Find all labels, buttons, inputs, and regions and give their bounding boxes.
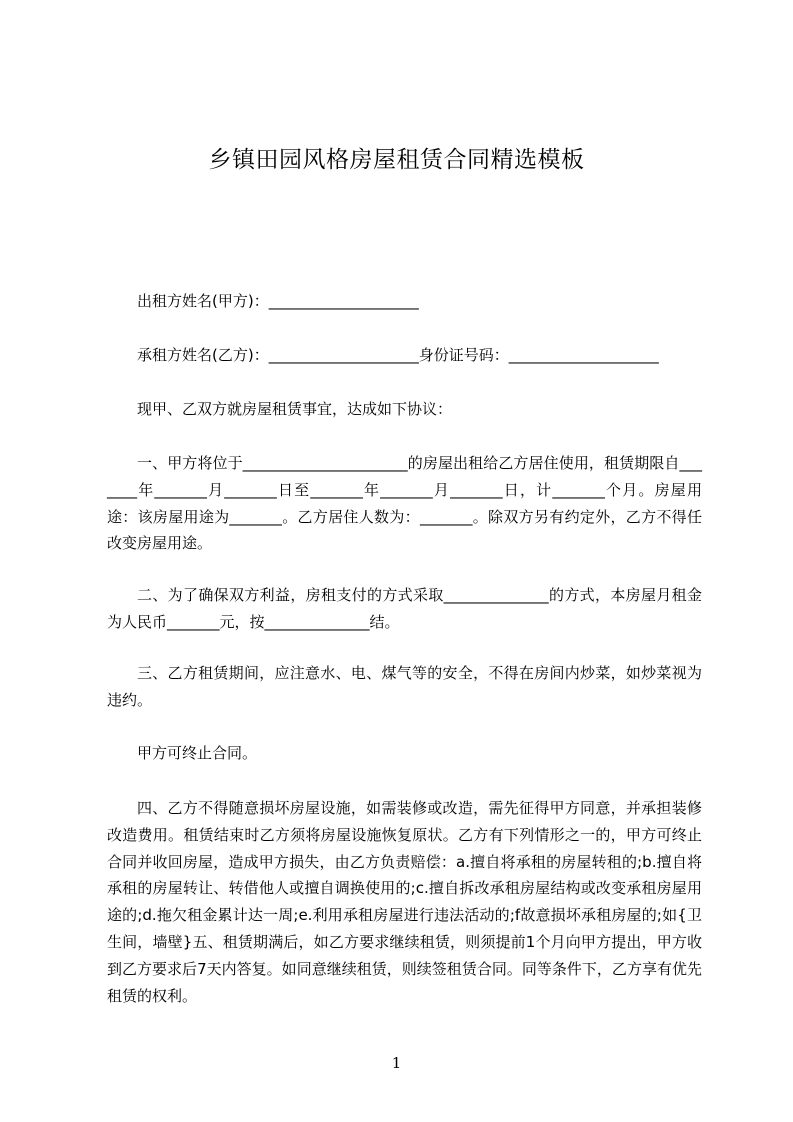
clause-4-paragraph: 四、乙方不得随意损坏房屋设施，如需装修或改造，需先征得甲方同意，并承担装修改造费用。租赁结束时乙方须将房屋设施恢复原状。乙方有下列情形之一的，甲方可终止合同并收回房屋，造成甲方损失，由乙方负责赔偿：a.擅自将承租的房屋转租的;b.擅自将承租的房屋转让、转借他人或擅自调换使用的;c.擅自拆改承租房屋结构或改变承租房屋用途的;d.拖欠租金累计达一周;e.利用承租房屋进行违法活动的;f故意损坏承租房屋的;如{卫生间，墙壁}五、租赁期满后，如乙方要求继续租赁，则须提前1个月向甲方提出，甲方收到乙方要求后7天内答复。如同意继续租赁，则续签租赁合同。同等条件下，乙方享有优先租赁的权利。 bbox=[107, 799, 702, 1005]
clause-1-paragraph: 一、甲方将位于______________________的房屋出租给乙方居住使用，租赁期限自_______年_______月_______日至_______年_______月_______日，计_______个月。房屋用途：该房屋用途为_______。乙方居住人数为：_______。除双方另有约定外，乙方不得任改变房屋用途。 bbox=[107, 454, 702, 553]
page-number: 1 bbox=[391, 1054, 402, 1072]
document-title: 乡镇田园风格房屋租赁合同精选模板 bbox=[208, 147, 585, 173]
lessee-name-line: 承租方姓名(乙方)：____________________身份证号码：____________________ bbox=[137, 346, 659, 364]
lessor-name-line: 出租方姓名(甲方)：____________________ bbox=[137, 292, 419, 310]
intro-paragraph: 现甲、乙双方就房屋租赁事宜，达成如下协议： bbox=[137, 400, 453, 418]
clause-3-continuation: 甲方可终止合同。 bbox=[137, 744, 258, 762]
clause-3-paragraph: 三、乙方租赁期间，应注意水、电、煤气等的安全，不得在房间内炒菜，如炒菜视为违约。 bbox=[107, 664, 702, 709]
clause-2-paragraph: 二、为了确保双方利益，房租支付的方式采取______________的方式，本房屋月租金为人民币_______元，按______________结。 bbox=[107, 586, 702, 631]
